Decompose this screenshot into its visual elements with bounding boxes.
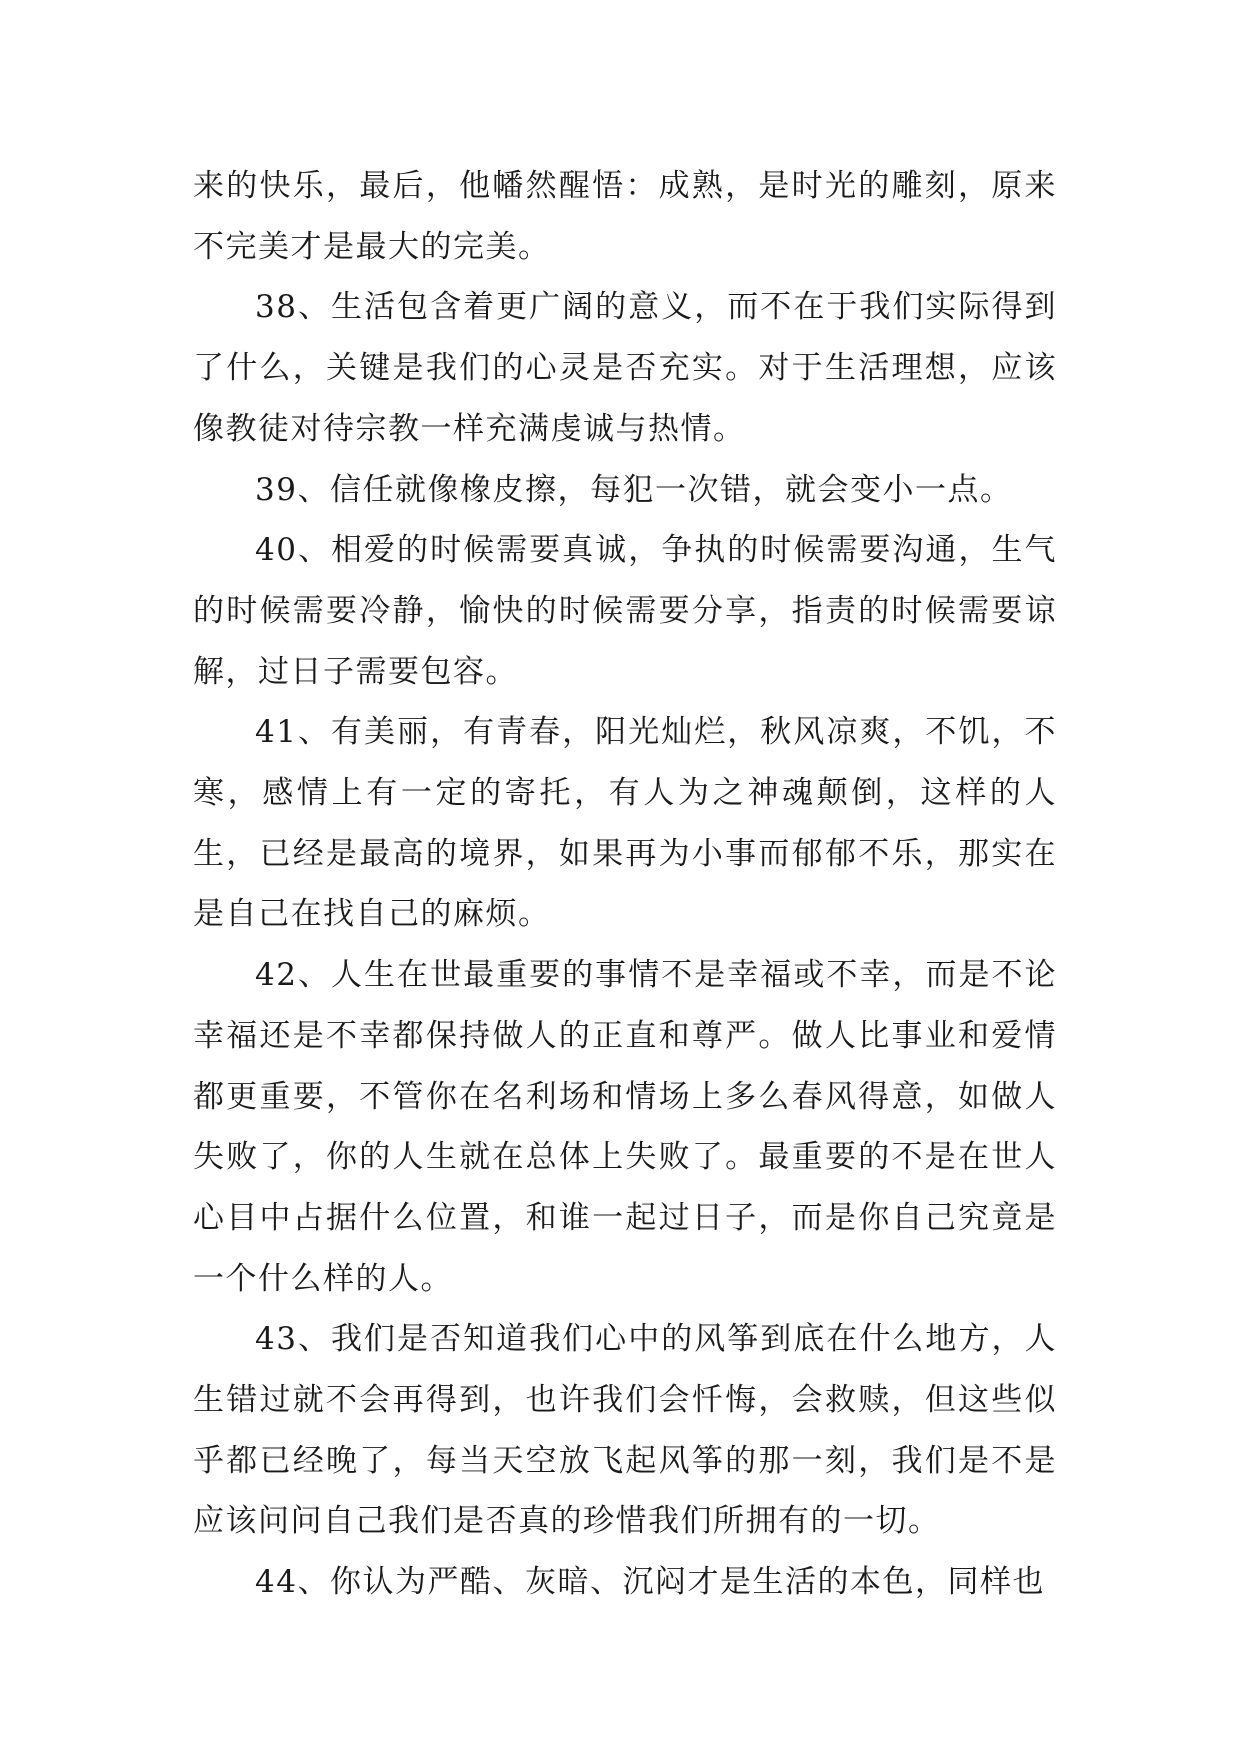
- paragraph-41: 41、有美丽，有青春，阳光灿烂，秋风凉爽，不饥，不寒，感情上有一定的寄托，有人为之神魂颠倒，这样的人生，已经是最高的境界，如果再为小事而郁郁不乐，那实在是自己在找自己的麻烦。: [193, 714, 1057, 933]
- document-body: [193, 156, 1057, 1613]
- paragraph-40: 40、相爱的时候需要真诚，争执的时候需要沟通，生气的时候需要冷静，愉快的时候需要分享，指责的时候需要谅解，过日子需要包容。: [193, 532, 1057, 690]
- paragraph-44: 44、你认为严酷、灰暗、沉闷才是生活的本色，同样也: [255, 1564, 1045, 1601]
- paragraph-38: 38、生活包含着更广阔的意义，而不在于我们实际得到了什么，关键是我们的心灵是否充实。对于生活理想，应该像教徒对待宗教一样充满虔诚与热情。: [193, 289, 1057, 447]
- paragraph-39: 39、信任就像橡皮擦，每犯一次错，就会变小一点。: [255, 471, 1013, 508]
- paragraph-42: 42、人生在世最重要的事情不是幸福或不幸，而是不论幸福还是不幸都保持做人的正直和尊严。做人比事业和爱情都更重要，不管你在名利场和情场上多么春风得意，如做人失败了，你的人生就在总体上失败了。最重要的不是在世人心目中占据什么位置，和谁一起过日子，而是你自己究竟是一个什么样的人。: [193, 957, 1057, 1297]
- paragraph-43: 43、我们是否知道我们心中的风筝到底在什么地方，人生错过就不会再得到，也许我们会忏悔，会救赎，但这些似乎都已经晚了，每当天空放飞起风筝的那一刻，我们是不是应该问问自己我们是否真的珍惜我们所拥有的一切。: [193, 1321, 1057, 1540]
- paragraph-continuation: 来的快乐，最后，他幡然醒悟：成熟，是时光的雕刻，原来不完美才是最大的完美。: [193, 168, 1057, 265]
